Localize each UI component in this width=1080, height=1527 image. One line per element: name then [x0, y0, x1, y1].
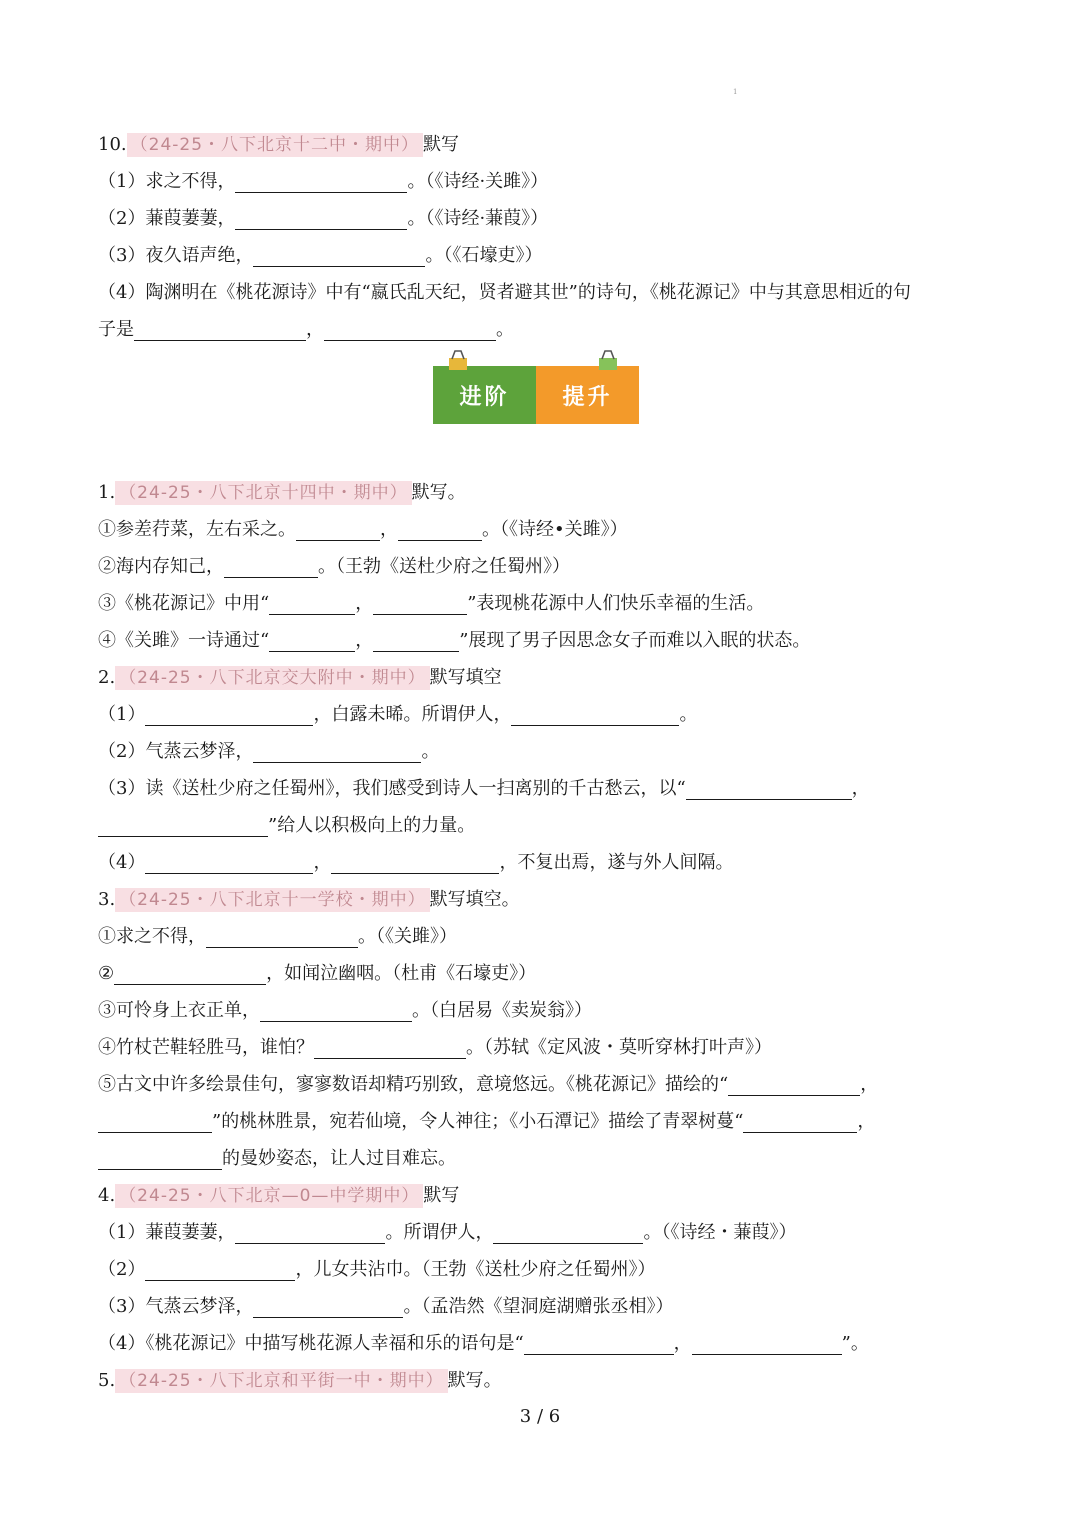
question-3-line-6: [98, 1103, 988, 1140]
line-text: ，: [851, 778, 870, 799]
line-text: 。: [679, 704, 698, 725]
worksheet-content: [98, 126, 988, 1399]
answer-blank[interactable]: [253, 244, 425, 267]
line-text: 。所谓伊人，: [385, 1222, 494, 1243]
line-text: 。（苏轼《定风波・莫听穿林打叶声》）: [466, 1037, 772, 1058]
line-text: ①参差荇菜，左右采之。: [98, 519, 296, 540]
question-number: 5.: [98, 1370, 116, 1391]
line-text: 。: [496, 319, 514, 340]
question-10-line-4: [98, 274, 988, 311]
answer-blank[interactable]: [253, 1295, 403, 1318]
answer-blank[interactable]: [686, 777, 852, 800]
question-2-line-1: [98, 696, 988, 733]
question-4-line-4: [98, 1325, 988, 1362]
banner-left-text: 进阶: [433, 366, 536, 424]
question-3-line-7: [98, 1140, 988, 1177]
line-text: ”表现桃花源中人们快乐幸福的生活。: [467, 593, 765, 614]
line-text: ②: [98, 963, 115, 984]
question-1-header: [98, 474, 988, 511]
question-number: 2.: [98, 667, 116, 688]
line-text: 。（白居易《卖炭翁》）: [412, 1000, 592, 1021]
line-text: ，如闻泣幽咽。（杜甫《石壕吏》）: [266, 963, 537, 984]
line-text: ，: [355, 593, 374, 614]
section-banner-area: [98, 348, 988, 474]
answer-blank[interactable]: [145, 851, 313, 874]
question-number: 1.: [98, 482, 116, 503]
question-5-header: [98, 1362, 988, 1399]
line-text: ”。: [841, 1333, 869, 1354]
question-title: 默写填空。: [429, 889, 520, 910]
line-text: （1）求之不得，: [98, 171, 236, 192]
answer-blank[interactable]: [398, 518, 482, 541]
line-text: （3）气蒸云梦泽，: [98, 1296, 254, 1317]
answer-blank[interactable]: [269, 592, 355, 615]
line-text: ，: [857, 1111, 876, 1132]
answer-blank[interactable]: [296, 518, 380, 541]
answer-blank[interactable]: [260, 999, 412, 1022]
source-tag: （24-25・八下北京和平街一中・期中）: [115, 1369, 447, 1393]
question-4-header: [98, 1177, 988, 1214]
line-text: 。（孟浩然《望洞庭湖赠张丞相》）: [403, 1296, 674, 1317]
line-text: 。（《诗经•关雎》）: [482, 519, 628, 540]
line-text: ，白露未晞。所谓伊人，: [313, 704, 512, 725]
question-4-line-1: [98, 1214, 988, 1251]
question-1-line-3: [98, 585, 988, 622]
question-3-header: [98, 881, 988, 918]
answer-blank[interactable]: [373, 592, 467, 615]
answer-blank[interactable]: [269, 629, 355, 652]
question-10-header: [98, 126, 988, 163]
line-text: 。（《关雎》）: [358, 926, 457, 947]
line-text: 。（《石壕吏》）: [425, 245, 543, 266]
question-4-line-2: [98, 1251, 988, 1288]
answer-blank[interactable]: [235, 170, 407, 193]
page-mark: 1: [733, 88, 738, 96]
question-2-line-5: [98, 844, 988, 881]
line-text: ②海内存知己，: [98, 556, 224, 577]
question-3-line-2: [98, 955, 988, 992]
answer-blank[interactable]: [114, 962, 266, 985]
section-banner: [433, 366, 639, 424]
line-text: （2）蒹葭萋萋，: [98, 208, 236, 229]
answer-blank[interactable]: [728, 1073, 860, 1096]
question-10-line-5: [98, 311, 988, 348]
answer-blank[interactable]: [524, 1332, 674, 1355]
answer-blank[interactable]: [98, 1147, 222, 1170]
line-text: 。: [421, 741, 440, 762]
question-1-line-4: [98, 622, 988, 659]
question-title: 默写: [423, 1185, 460, 1206]
answer-blank[interactable]: [743, 1110, 857, 1133]
answer-blank[interactable]: [206, 925, 358, 948]
question-2-header: [98, 659, 988, 696]
source-tag: （24-25・八下北京十二中・期中）: [127, 133, 423, 157]
source-tag: （24-25・八下北京交大附中・期中）: [115, 666, 429, 690]
answer-blank[interactable]: [235, 207, 407, 230]
line-text: ，: [673, 1333, 692, 1354]
question-title: 默写: [423, 134, 460, 155]
line-text: 。（《诗经·关雎》）: [407, 171, 549, 192]
question-10-line-1: [98, 163, 988, 200]
line-text: （4）陶渊明在《桃花源诗》中有“嬴氏乱天纪，贤者避其世”的诗句，《桃花源记》中与其意思相近的句: [98, 282, 911, 303]
question-3-line-4: [98, 1029, 988, 1066]
source-tag: （24-25・八下北京十一学校・期中）: [115, 888, 429, 912]
line-text: ④《关雎》一诗通过“: [98, 630, 270, 651]
answer-blank[interactable]: [373, 629, 459, 652]
answer-blank[interactable]: [145, 703, 313, 726]
line-text: 。（王勃《送杜少府之任蜀州》）: [318, 556, 570, 577]
line-text: ③《桃花源记》中用“: [98, 593, 270, 614]
question-1-line-1: [98, 511, 988, 548]
line-text: ⑤古文中许多绘景佳句，寥寥数语却精巧别致，意境悠远。《桃花源记》描绘的“: [98, 1074, 729, 1095]
answer-blank[interactable]: [134, 318, 306, 341]
answer-blank[interactable]: [511, 703, 679, 726]
question-2-line-4: [98, 807, 988, 844]
line-text: ，: [380, 519, 398, 540]
question-2-line-3: [98, 770, 988, 807]
answer-blank[interactable]: [692, 1332, 842, 1355]
line-text: （3）读《送杜少府之任蜀州》，我们感受到诗人一扫离别的千古愁云，以“: [98, 778, 686, 799]
line-text: （2）: [98, 1259, 146, 1280]
question-4-line-3: [98, 1288, 988, 1325]
answer-blank[interactable]: [493, 1221, 643, 1244]
line-text: ”给人以积极向上的力量。: [268, 815, 476, 836]
line-text: （4）: [98, 852, 146, 873]
line-text: 。（《诗经・蒹葭》）: [643, 1222, 797, 1243]
source-tag: （24-25・八下北京十四中・期中）: [115, 481, 411, 505]
question-10-line-2: [98, 200, 988, 237]
question-number: 3.: [98, 889, 116, 910]
line-text: ④竹杖芒鞋轻胜马，谁怕？: [98, 1037, 314, 1058]
banner-right-text: 提升: [536, 366, 639, 424]
answer-blank[interactable]: [235, 1221, 385, 1244]
question-2-line-2: [98, 733, 988, 770]
answer-blank[interactable]: [98, 814, 268, 837]
question-title: 默写填空: [429, 667, 502, 688]
question-3-line-1: [98, 918, 988, 955]
line-text: ，不复出焉，遂与外人间隔。: [499, 852, 734, 873]
answer-blank[interactable]: [314, 1036, 466, 1059]
line-text: （3）夜久语声绝，: [98, 245, 254, 266]
line-text: 。（《诗经·蒹葭》）: [407, 208, 549, 229]
question-number: 4.: [98, 1185, 116, 1206]
question-title: 默写。: [411, 482, 466, 503]
answer-blank[interactable]: [324, 318, 496, 341]
question-title: 默写。: [447, 1370, 502, 1391]
question-3-line-5: [98, 1066, 988, 1103]
line-text: ，: [355, 630, 374, 651]
line-text: （1）: [98, 704, 146, 725]
line-text: ①求之不得，: [98, 926, 206, 947]
answer-blank[interactable]: [331, 851, 499, 874]
binder-clip-icon: [447, 350, 469, 370]
answer-blank[interactable]: [145, 1258, 295, 1281]
line-text: （2）气蒸云梦泽，: [98, 741, 254, 762]
binder-clip-icon: [597, 350, 619, 370]
line-text: ，儿女共沾巾。（王勃《送杜少府之任蜀州》）: [295, 1259, 656, 1280]
line-text: （4）《桃花源记》中描写桃花源人幸福和乐的语句是“: [98, 1333, 524, 1354]
line-text: ”的桃林胜景，宛若仙境，令人神往；《小石潭记》描绘了青翠树蔓“: [212, 1111, 744, 1132]
line-text: 的曼妙姿态，让人过目难忘。: [222, 1148, 456, 1169]
question-1-line-2: [98, 548, 988, 585]
line-text: 子是: [98, 319, 134, 340]
question-10-line-3: [98, 237, 988, 274]
answer-blank[interactable]: [253, 740, 421, 763]
line-text: ③可怜身上衣正单，: [98, 1000, 260, 1021]
line-text: ”展现了男子因思念女子而难以入眠的状态。: [459, 630, 811, 651]
question-number: 10.: [98, 134, 127, 155]
line-text: ，: [306, 319, 324, 340]
source-tag: （24-25・八下北京—0—中学期中）: [115, 1184, 423, 1208]
line-text: ，: [860, 1074, 879, 1095]
answer-blank[interactable]: [98, 1110, 212, 1133]
line-text: （1）蒹葭萋萋，: [98, 1222, 236, 1243]
question-3-line-3: [98, 992, 988, 1029]
line-text: ，: [313, 852, 332, 873]
answer-blank[interactable]: [224, 555, 318, 578]
page-number: 3 / 6: [519, 1406, 561, 1427]
